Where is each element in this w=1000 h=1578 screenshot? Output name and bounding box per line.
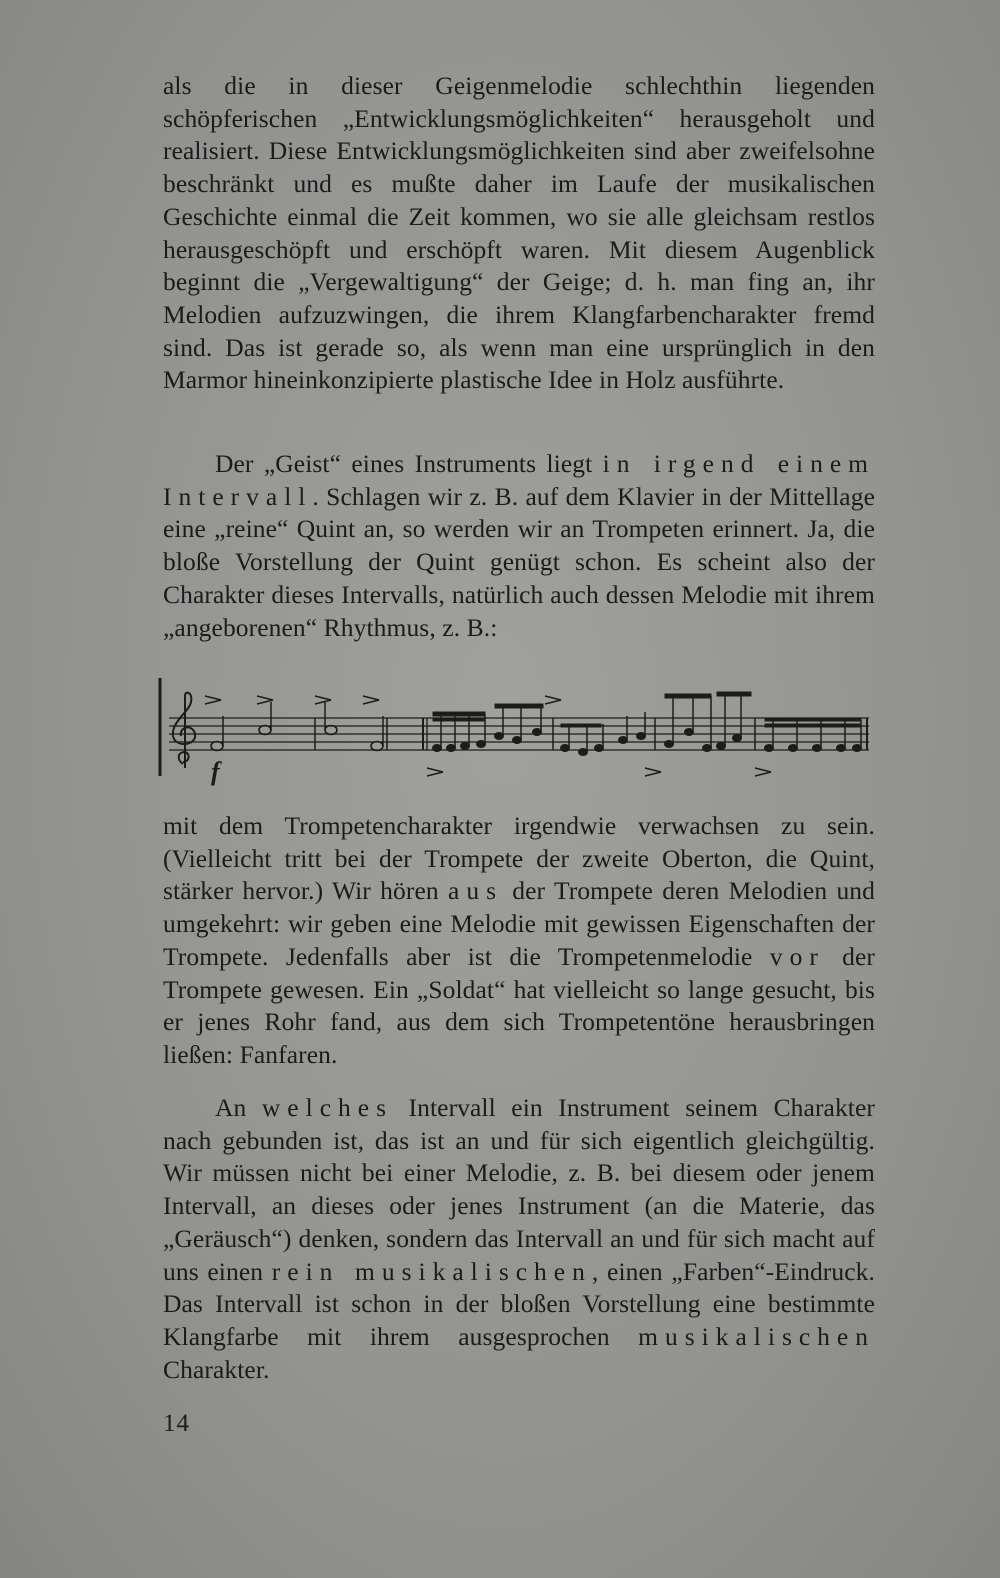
paragraph-1-text: als die in dieser Geigenmelodie schlechthin liegenden schöpferischen „Entwicklungsmöglichkeiten“ herausgeholt und realisiert. Diese Entwicklungsmöglichkeiten sind aber zweifelsohne beschränkt und es mußte daher im Laufe der musikalischen Geschichte einmal die Zeit kommen, wo sie alle gleichsam restlos herausgeschöpft und erschöpft waren. Mit diesem Augenblick beginnt die „Vergewaltigung“ der Geige; d. h. man fing an, ihr Melodien aufzuzwingen, die ihrem Klangfarbencharakter fremd sind. Das ist gerade so, als wenn man eine ursprünglich in den Marmor hineinkonzipierte plastische Idee in Holz ausführte. — [163, 71, 875, 395]
paragraph-4-part-e: , einen „Farben“-Eindruck. Das Intervall ist schon in der bloßen Vorstellung eine bestimmte Klangfarbe mit ihrem ausgesprochen — [163, 1256, 875, 1351]
paragraph-2-text — [163, 448, 875, 644]
paragraph-3-part-c: der Trompete deren Melodien und umgekehrt: wir geben eine Melodie mit gewissen Eigenschaften der Trompete. Jedenfalls aber ist die Trompetenmelodie — [163, 876, 875, 971]
paragraph-4-spaced-emphasis-2: rein musikalischen — [271, 1256, 592, 1286]
paragraph-3 — [163, 810, 875, 1072]
paragraph-4-part-c: Intervall ein Instrument seinem Charakter nach gebunden ist, das ist an und für sich eigentlich gleichgültig. Wir müssen nicht bei einer Melodie, z. B. bei diesem oder jenem Intervall, an dieses oder jenes Instrument (an die Materie, das „Geräusch“) denken, sondern das Intervall an und für sich macht auf uns einen — [163, 1093, 875, 1286]
paragraph-4 — [163, 1092, 875, 1386]
music-notation-example — [155, 676, 875, 786]
paragraph-3-text — [163, 810, 875, 1072]
paragraph-2-part-c: . Schlagen wir z. B. auf dem Klavier in der Mittellage eine „reine“ Quint an, so werden wir an Trompeten erinnert. Ja, die bloße Vorstellung der Quint genügt schon. Es scheint also der Charakter dieses Intervalls, natürlich auch dessen Melodie mit ihrem „angeborenen“ Rhythmus, z. B.: — [163, 481, 875, 642]
paragraph-4-part-g: Charakter. — [163, 1354, 270, 1384]
page-number: 14 — [163, 1410, 190, 1437]
dynamic-marking: f — [211, 757, 220, 786]
paragraph-3-spaced-emphasis-2: vor — [769, 941, 825, 971]
paragraph-2 — [163, 448, 875, 644]
paragraph-4-spaced-emphasis-3: musikalischen — [638, 1321, 875, 1351]
paragraph-4-spaced-emphasis-1: welches — [261, 1093, 394, 1122]
paragraph-3-spaced-emphasis-1: aus — [448, 876, 503, 906]
paragraph-4-text — [163, 1092, 875, 1386]
paragraph-3-part-a: mit dem Trompetencharakter irgendwie verwachsen zu sein. (Vielleicht tritt bei der Trompete der zweite Oberton, die Quint, stärker hervor.) Wir hören — [163, 811, 875, 906]
paragraph-1 — [163, 70, 875, 397]
paragraph-4-part-a: An — [215, 1093, 262, 1122]
paragraph-3-part-e: der Trompete gewesen. Ein „Soldat“ hat vielleicht so lange gesucht, bis er jenes Rohr fand, aus dem sich Trompetentöne herausbringen ließen: Fanfaren. — [163, 941, 875, 1069]
paragraph-2-part-a: Der „Geist“ eines Instruments liegt — [215, 449, 603, 478]
paragraph-2-spaced-emphasis: in irgend einem Intervall — [163, 449, 875, 511]
